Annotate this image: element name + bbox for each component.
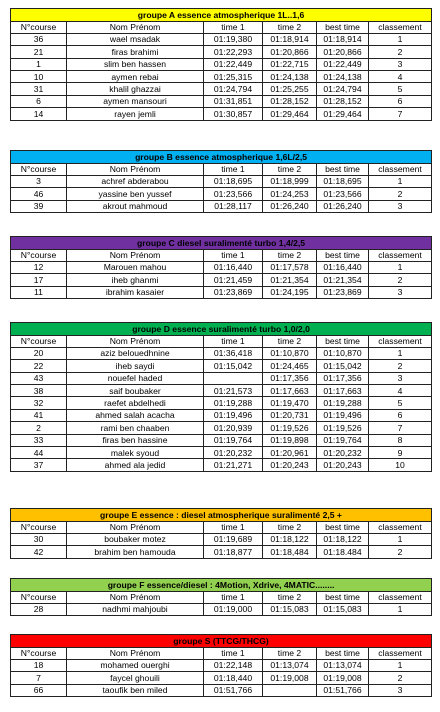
name-cell: aymen mansouri bbox=[67, 95, 204, 107]
group-title: groupe S (TTCG/THCG) bbox=[11, 635, 432, 648]
ranking-header: classement bbox=[369, 647, 432, 659]
best-time-cell: 01:19,008 bbox=[317, 672, 369, 684]
time2-cell: 01:24,195 bbox=[263, 286, 317, 298]
group-s-table bbox=[10, 634, 431, 697]
name-cell: iheb ghanmi bbox=[67, 274, 204, 286]
table-row bbox=[11, 546, 432, 558]
ranking-cell: 3 bbox=[369, 58, 432, 70]
time1-cell: 01:18,440 bbox=[204, 672, 263, 684]
group-d-table bbox=[10, 322, 431, 472]
best-time-cell: 01:18,914 bbox=[317, 33, 369, 45]
time2-cell: 01:20,243 bbox=[263, 459, 317, 471]
name-cell: ibrahim kasaier bbox=[67, 286, 204, 298]
course-number-cell: 33 bbox=[11, 434, 67, 446]
time1-cell: 01:23,869 bbox=[204, 286, 263, 298]
time1-cell: 01:51,766 bbox=[204, 684, 263, 696]
time2-header: time 2 bbox=[263, 647, 317, 659]
ranking-cell: 6 bbox=[369, 95, 432, 107]
table-row bbox=[11, 360, 432, 372]
course-number-cell: 21 bbox=[11, 46, 67, 58]
course-number-cell: 42 bbox=[11, 546, 67, 558]
time1-cell: 01:15,042 bbox=[204, 360, 263, 372]
time1-cell bbox=[204, 372, 263, 384]
name-cell: wael msadak bbox=[67, 33, 204, 45]
group-b-table bbox=[10, 150, 431, 213]
time1-cell: 01:28,117 bbox=[204, 200, 263, 212]
name-cell: firas brahimi bbox=[67, 46, 204, 58]
time1-cell: 01:21,459 bbox=[204, 274, 263, 286]
course-number-cell: 28 bbox=[11, 603, 67, 615]
best-time-cell: 01:28,152 bbox=[317, 95, 369, 107]
course-number-header: N°course bbox=[11, 591, 67, 603]
course-number-cell: 3 bbox=[11, 175, 67, 187]
course-number-cell: 17 bbox=[11, 274, 67, 286]
ranking-cell: 2 bbox=[369, 274, 432, 286]
name-header: Nom Prénom bbox=[67, 335, 204, 347]
time1-header: time 1 bbox=[204, 591, 263, 603]
best-time-cell: 01:19,526 bbox=[317, 422, 369, 434]
ranking-cell: 1 bbox=[369, 175, 432, 187]
course-number-header: N°course bbox=[11, 249, 67, 261]
time2-cell: 01:19,470 bbox=[263, 397, 317, 409]
ranking-cell: 4 bbox=[369, 385, 432, 397]
name-header: Nom Prénom bbox=[67, 249, 204, 261]
course-number-cell: 6 bbox=[11, 95, 67, 107]
group-title: groupe C diesel suralimenté turbo 1,4/2,5 bbox=[11, 237, 432, 250]
best-time-cell: 01:19,288 bbox=[317, 397, 369, 409]
time2-cell: 01:18,914 bbox=[263, 33, 317, 45]
name-header: Nom Prénom bbox=[67, 163, 204, 175]
best-time-cell: 01:17,356 bbox=[317, 372, 369, 384]
ranking-cell: 1 bbox=[369, 33, 432, 45]
course-number-header: N°course bbox=[11, 521, 67, 533]
time2-cell: 01:22,715 bbox=[263, 58, 317, 70]
best-time-header: best time bbox=[317, 163, 369, 175]
table-row bbox=[11, 83, 432, 95]
best-time-cell: 01:16,440 bbox=[317, 261, 369, 273]
time2-cell: 01:19,526 bbox=[263, 422, 317, 434]
time2-header: time 2 bbox=[263, 163, 317, 175]
time1-cell: 01:31,851 bbox=[204, 95, 263, 107]
best-time-header: best time bbox=[317, 21, 369, 33]
ranking-cell: 3 bbox=[369, 684, 432, 696]
time1-cell: 01:22,148 bbox=[204, 659, 263, 671]
ranking-cell: 7 bbox=[369, 422, 432, 434]
ranking-cell: 7 bbox=[369, 108, 432, 120]
time2-header: time 2 bbox=[263, 21, 317, 33]
time2-cell: 01:26,240 bbox=[263, 200, 317, 212]
table-row bbox=[11, 385, 432, 397]
ranking-cell: 5 bbox=[369, 83, 432, 95]
course-number-header: N°course bbox=[11, 647, 67, 659]
course-number-cell: 32 bbox=[11, 397, 67, 409]
best-time-cell: 01:51,766 bbox=[317, 684, 369, 696]
time2-header: time 2 bbox=[263, 521, 317, 533]
name-cell: achref abderabou bbox=[67, 175, 204, 187]
course-number-cell: 46 bbox=[11, 188, 67, 200]
name-cell: yassine ben yussef bbox=[67, 188, 204, 200]
time1-cell: 01:19,288 bbox=[204, 397, 263, 409]
best-time-header: best time bbox=[317, 521, 369, 533]
ranking-header: classement bbox=[369, 591, 432, 603]
table-row bbox=[11, 372, 432, 384]
time2-cell: 01:24,253 bbox=[263, 188, 317, 200]
course-number-cell: 2 bbox=[11, 422, 67, 434]
time1-cell: 01:36,418 bbox=[204, 347, 263, 359]
ranking-cell: 8 bbox=[369, 434, 432, 446]
table-row bbox=[11, 409, 432, 421]
time2-cell: 01:20,731 bbox=[263, 409, 317, 421]
time2-header: time 2 bbox=[263, 335, 317, 347]
best-time-cell: 01:20,232 bbox=[317, 447, 369, 459]
best-time-cell: 01:20,866 bbox=[317, 46, 369, 58]
time2-cell: 01:21,354 bbox=[263, 274, 317, 286]
course-number-cell: 44 bbox=[11, 447, 67, 459]
time2-cell: 01:24,465 bbox=[263, 360, 317, 372]
ranking-cell: 4 bbox=[369, 71, 432, 83]
group-f-table bbox=[10, 578, 431, 616]
table-row bbox=[11, 95, 432, 107]
table-row bbox=[11, 200, 432, 212]
table-row bbox=[11, 286, 432, 298]
group-title: groupe E essence : diesel atmospherique suralimenté 2,5 + bbox=[11, 509, 432, 522]
time2-cell: 01:19,898 bbox=[263, 434, 317, 446]
ranking-cell: 5 bbox=[369, 397, 432, 409]
name-cell: saif boubaker bbox=[67, 385, 204, 397]
table-row bbox=[11, 533, 432, 545]
time1-cell: 01:30,857 bbox=[204, 108, 263, 120]
time1-cell: 01:19,689 bbox=[204, 533, 263, 545]
best-time-cell: 01:18.484 bbox=[317, 546, 369, 558]
time1-cell: 01:18,695 bbox=[204, 175, 263, 187]
time2-cell: 01:17,578 bbox=[263, 261, 317, 273]
ranking-cell: 10 bbox=[369, 459, 432, 471]
time2-cell: 01:20,866 bbox=[263, 46, 317, 58]
best-time-cell: 01:18,695 bbox=[317, 175, 369, 187]
time1-header: time 1 bbox=[204, 647, 263, 659]
ranking-header: classement bbox=[369, 521, 432, 533]
table-row bbox=[11, 108, 432, 120]
name-cell: aymen rebai bbox=[67, 71, 204, 83]
group-title: groupe F essence/diesel : 4Motion, Xdrive, 4MATIC........ bbox=[11, 579, 432, 592]
best-time-cell: 01:23,869 bbox=[317, 286, 369, 298]
course-number-cell: 43 bbox=[11, 372, 67, 384]
name-header: Nom Prénom bbox=[67, 21, 204, 33]
ranking-header: classement bbox=[369, 163, 432, 175]
table-row bbox=[11, 188, 432, 200]
name-cell: boubaker motez bbox=[67, 533, 204, 545]
ranking-header: classement bbox=[369, 335, 432, 347]
course-number-cell: 12 bbox=[11, 261, 67, 273]
name-cell: nouefel haded bbox=[67, 372, 204, 384]
table-row bbox=[11, 71, 432, 83]
time1-cell: 01:20,232 bbox=[204, 447, 263, 459]
course-number-cell: 10 bbox=[11, 71, 67, 83]
ranking-cell: 2 bbox=[369, 672, 432, 684]
name-cell: rami ben chaaben bbox=[67, 422, 204, 434]
time1-header: time 1 bbox=[204, 521, 263, 533]
ranking-cell: 3 bbox=[369, 372, 432, 384]
best-time-header: best time bbox=[317, 647, 369, 659]
best-time-cell: 01:22,449 bbox=[317, 58, 369, 70]
table-row bbox=[11, 175, 432, 187]
table-row bbox=[11, 447, 432, 459]
ranking-cell: 3 bbox=[369, 200, 432, 212]
time2-header: time 2 bbox=[263, 591, 317, 603]
name-cell: aziz belouedhnine bbox=[67, 347, 204, 359]
time2-cell: 01:15,083 bbox=[263, 603, 317, 615]
best-time-cell: 01:21,354 bbox=[317, 274, 369, 286]
best-time-cell: 01:18,122 bbox=[317, 533, 369, 545]
table-row bbox=[11, 261, 432, 273]
time2-cell: 01:13,074 bbox=[263, 659, 317, 671]
time2-cell bbox=[263, 684, 317, 696]
time2-cell: 01:18,122 bbox=[263, 533, 317, 545]
time1-cell: 01:19,764 bbox=[204, 434, 263, 446]
group-c-table bbox=[10, 236, 431, 299]
time2-cell: 01:17,663 bbox=[263, 385, 317, 397]
name-header: Nom Prénom bbox=[67, 591, 204, 603]
time1-cell: 01:23,566 bbox=[204, 188, 263, 200]
name-cell: ahmed salah acacha bbox=[67, 409, 204, 421]
course-number-cell: 37 bbox=[11, 459, 67, 471]
time2-cell: 01:25,255 bbox=[263, 83, 317, 95]
ranking-cell: 2 bbox=[369, 360, 432, 372]
name-cell: brahim ben hamouda bbox=[67, 546, 204, 558]
best-time-cell: 01:15,042 bbox=[317, 360, 369, 372]
time1-cell: 01:20,939 bbox=[204, 422, 263, 434]
time1-cell: 01:25,315 bbox=[204, 71, 263, 83]
table-row bbox=[11, 33, 432, 45]
best-time-header: best time bbox=[317, 335, 369, 347]
ranking-header: classement bbox=[369, 21, 432, 33]
group-title: groupe D essence suralimenté turbo 1,0/2,0 bbox=[11, 323, 432, 336]
course-number-cell: 11 bbox=[11, 286, 67, 298]
time1-header: time 1 bbox=[204, 249, 263, 261]
time1-header: time 1 bbox=[204, 335, 263, 347]
course-number-cell: 18 bbox=[11, 659, 67, 671]
course-number-cell: 41 bbox=[11, 409, 67, 421]
time2-cell: 01:18,484 bbox=[263, 546, 317, 558]
best-time-cell: 01:19,764 bbox=[317, 434, 369, 446]
name-cell: faycel ghouili bbox=[67, 672, 204, 684]
course-number-cell: 14 bbox=[11, 108, 67, 120]
table-row bbox=[11, 58, 432, 70]
best-time-header: best time bbox=[317, 249, 369, 261]
name-cell: rayen jemli bbox=[67, 108, 204, 120]
table-row bbox=[11, 603, 432, 615]
best-time-cell: 01:17,663 bbox=[317, 385, 369, 397]
name-cell: iheb saydi bbox=[67, 360, 204, 372]
course-number-cell: 1 bbox=[11, 58, 67, 70]
table-row bbox=[11, 659, 432, 671]
ranking-cell: 1 bbox=[369, 603, 432, 615]
time2-cell: 01:20,961 bbox=[263, 447, 317, 459]
time1-cell: 01:21,573 bbox=[204, 385, 263, 397]
ranking-cell: 6 bbox=[369, 409, 432, 421]
best-time-header: best time bbox=[317, 591, 369, 603]
name-cell: nadhmi mahjoubi bbox=[67, 603, 204, 615]
course-number-cell: 20 bbox=[11, 347, 67, 359]
name-cell: mohamed ouerghi bbox=[67, 659, 204, 671]
time2-cell: 01:24,138 bbox=[263, 71, 317, 83]
time2-cell: 01:18,999 bbox=[263, 175, 317, 187]
table-row bbox=[11, 684, 432, 696]
ranking-header: classement bbox=[369, 249, 432, 261]
name-header: Nom Prénom bbox=[67, 521, 204, 533]
group-title: groupe B essence atmospherique 1,6L/2,5 bbox=[11, 151, 432, 164]
ranking-cell: 1 bbox=[369, 347, 432, 359]
table-row bbox=[11, 397, 432, 409]
course-number-cell: 38 bbox=[11, 385, 67, 397]
best-time-cell: 01:23,566 bbox=[317, 188, 369, 200]
course-number-header: N°course bbox=[11, 21, 67, 33]
best-time-cell: 01:29,464 bbox=[317, 108, 369, 120]
ranking-cell: 2 bbox=[369, 546, 432, 558]
best-time-cell: 01:15,083 bbox=[317, 603, 369, 615]
table-row bbox=[11, 274, 432, 286]
course-number-cell: 7 bbox=[11, 672, 67, 684]
time2-cell: 01:17,356 bbox=[263, 372, 317, 384]
time1-cell: 01:18,877 bbox=[204, 546, 263, 558]
course-number-cell: 31 bbox=[11, 83, 67, 95]
best-time-cell: 01:10,870 bbox=[317, 347, 369, 359]
time2-cell: 01:19,008 bbox=[263, 672, 317, 684]
ranking-cell: 2 bbox=[369, 46, 432, 58]
time1-cell: 01:24,794 bbox=[204, 83, 263, 95]
group-title: groupe A essence atmospherique 1L..1,6 bbox=[11, 9, 432, 22]
name-cell: raefet abdelhedi bbox=[67, 397, 204, 409]
name-cell: ahmed ala jedid bbox=[67, 459, 204, 471]
best-time-cell: 01:19,496 bbox=[317, 409, 369, 421]
time1-cell: 01:22,293 bbox=[204, 46, 263, 58]
time1-cell: 01:16,440 bbox=[204, 261, 263, 273]
group-e-table bbox=[10, 508, 431, 559]
name-cell: firas ben hassine bbox=[67, 434, 204, 446]
best-time-cell: 01:24,794 bbox=[317, 83, 369, 95]
time1-cell: 01:19,380 bbox=[204, 33, 263, 45]
time1-header: time 1 bbox=[204, 21, 263, 33]
ranking-cell: 2 bbox=[369, 188, 432, 200]
time2-header: time 2 bbox=[263, 249, 317, 261]
time2-cell: 01:28,152 bbox=[263, 95, 317, 107]
name-cell: slim ben hassen bbox=[67, 58, 204, 70]
ranking-cell: 3 bbox=[369, 286, 432, 298]
time2-cell: 01:10,870 bbox=[263, 347, 317, 359]
name-cell: akrout mahmoud bbox=[67, 200, 204, 212]
name-cell: malek syoud bbox=[67, 447, 204, 459]
time1-cell: 01:22,449 bbox=[204, 58, 263, 70]
ranking-cell: 1 bbox=[369, 533, 432, 545]
name-header: Nom Prénom bbox=[67, 647, 204, 659]
course-number-header: N°course bbox=[11, 335, 67, 347]
time2-cell: 01:29,464 bbox=[263, 108, 317, 120]
course-number-cell: 39 bbox=[11, 200, 67, 212]
table-row bbox=[11, 422, 432, 434]
table-row bbox=[11, 459, 432, 471]
ranking-cell: 1 bbox=[369, 261, 432, 273]
course-number-cell: 36 bbox=[11, 33, 67, 45]
best-time-cell: 01:26,240 bbox=[317, 200, 369, 212]
time1-cell: 01:19,000 bbox=[204, 603, 263, 615]
table-row bbox=[11, 347, 432, 359]
table-row bbox=[11, 672, 432, 684]
time1-header: time 1 bbox=[204, 163, 263, 175]
ranking-cell: 1 bbox=[369, 659, 432, 671]
course-number-cell: 30 bbox=[11, 533, 67, 545]
course-number-cell: 66 bbox=[11, 684, 67, 696]
table-row bbox=[11, 46, 432, 58]
name-cell: taoufik ben miled bbox=[67, 684, 204, 696]
table-row bbox=[11, 434, 432, 446]
best-time-cell: 01:24,138 bbox=[317, 71, 369, 83]
name-cell: Marouen mahou bbox=[67, 261, 204, 273]
course-number-header: N°course bbox=[11, 163, 67, 175]
best-time-cell: 01:13,074 bbox=[317, 659, 369, 671]
best-time-cell: 01:20,243 bbox=[317, 459, 369, 471]
ranking-cell: 9 bbox=[369, 447, 432, 459]
time1-cell: 01:19,496 bbox=[204, 409, 263, 421]
course-number-cell: 22 bbox=[11, 360, 67, 372]
group-a-table bbox=[10, 8, 431, 121]
name-cell: khalil ghazzai bbox=[67, 83, 204, 95]
time1-cell: 01:21,271 bbox=[204, 459, 263, 471]
